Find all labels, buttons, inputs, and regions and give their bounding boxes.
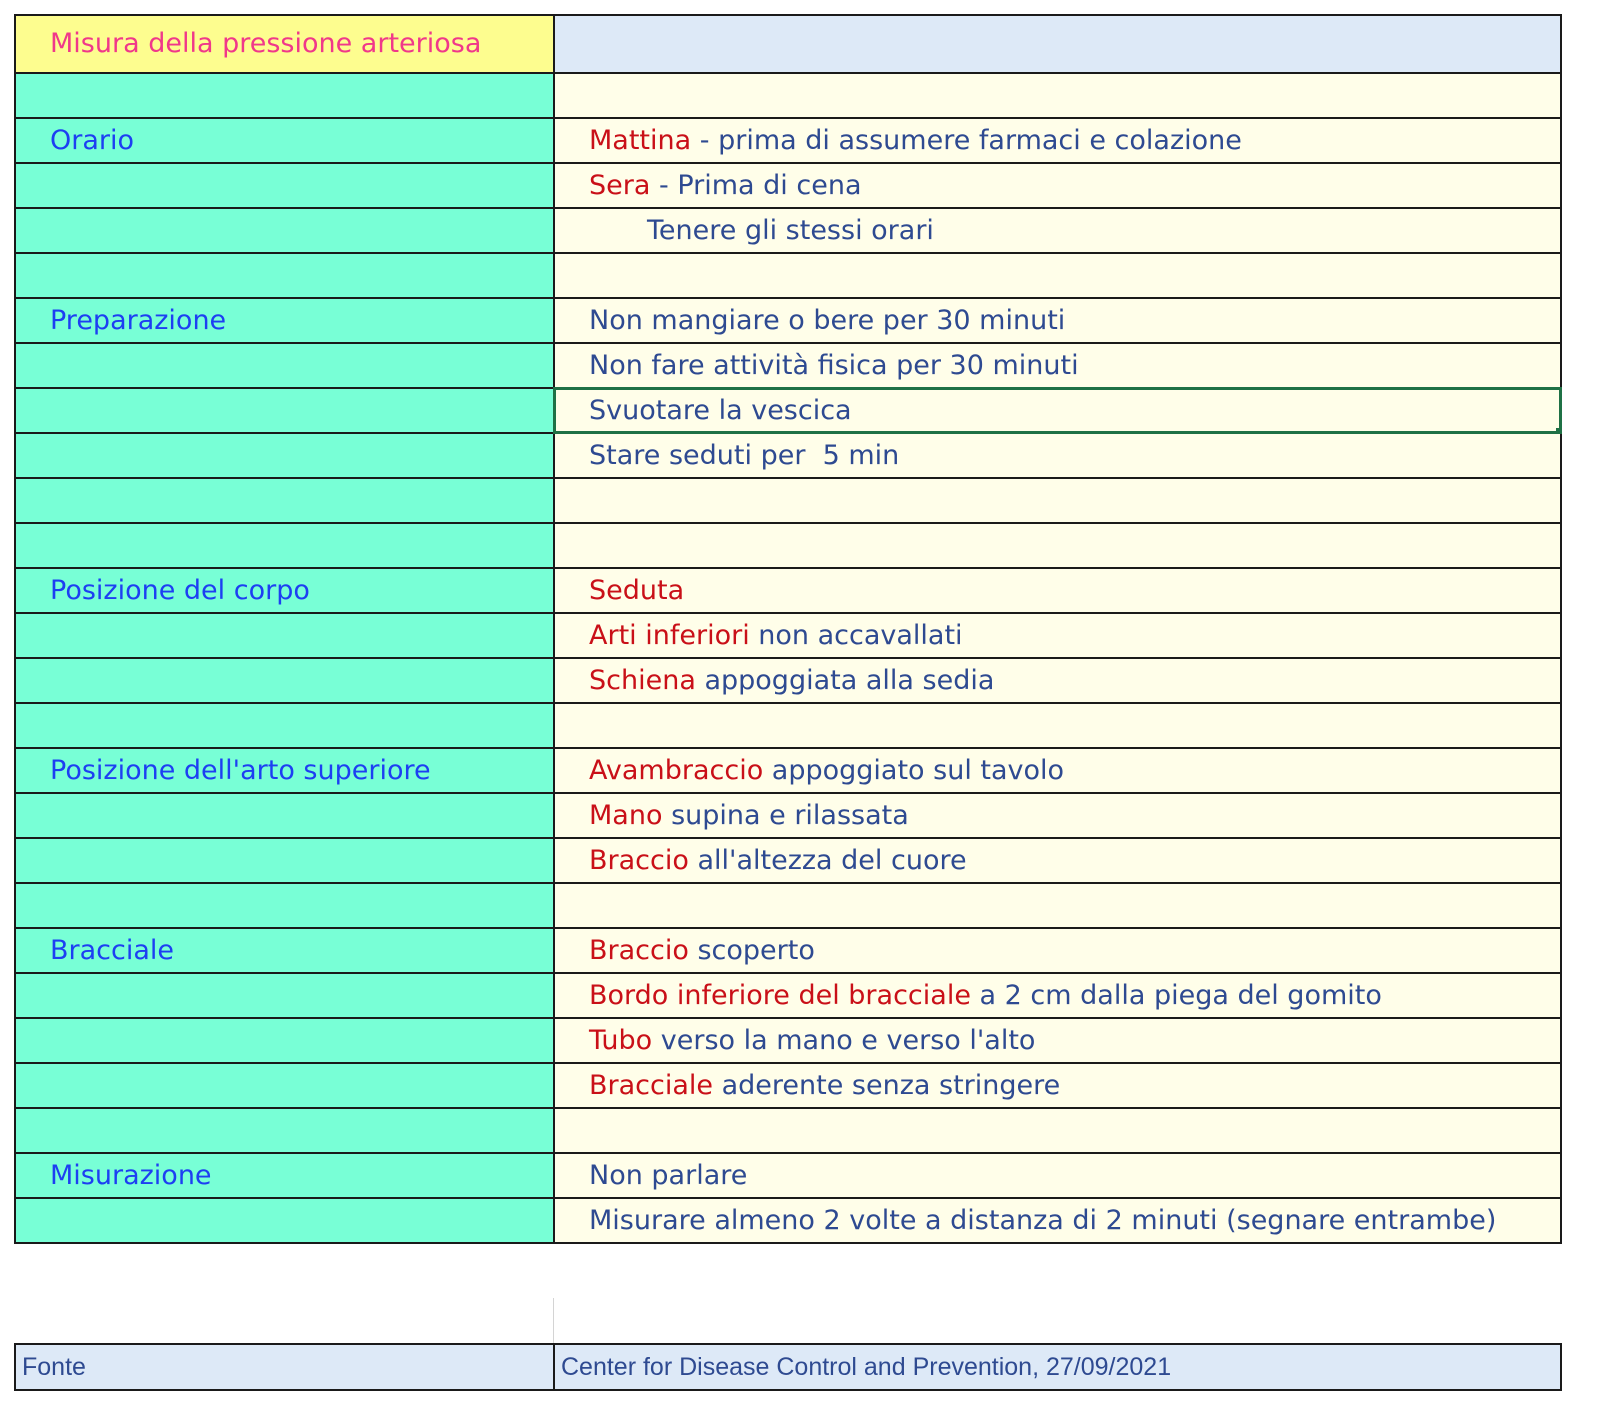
keyword-text: Schiena <box>589 665 696 696</box>
instruction-cell[interactable] <box>554 928 1561 973</box>
table-row <box>15 343 1561 388</box>
instruction-cell[interactable] <box>554 343 1561 388</box>
keyword-text: Bordo inferiore del bracciale <box>589 980 971 1011</box>
category-cell[interactable]: Posizione del corpo <box>15 568 554 613</box>
source-value-cell[interactable]: Center for Disease Control and Prevention, 27/09/2021 <box>554 1344 1561 1390</box>
empty-category-cell[interactable] <box>15 73 554 118</box>
instruction-cell[interactable] <box>554 208 1561 253</box>
table-row <box>15 613 1561 658</box>
keyword-text: Avambraccio <box>589 755 764 786</box>
instruction-text: Non fare attività fisica per 30 minuti <box>589 350 1079 381</box>
empty-instruction-cell[interactable] <box>554 883 1561 928</box>
empty-category-cell[interactable] <box>15 388 554 433</box>
selected-instruction-cell[interactable] <box>554 388 1561 433</box>
table-row <box>15 658 1561 703</box>
fill-handle[interactable] <box>1556 428 1561 433</box>
empty-category-cell[interactable] <box>15 343 554 388</box>
instruction-text: appoggiato sul tavolo <box>763 755 1065 786</box>
table-row <box>15 208 1561 253</box>
instruction-cell[interactable] <box>554 163 1561 208</box>
empty-instruction-cell[interactable] <box>554 253 1561 298</box>
empty-category-cell[interactable] <box>15 973 554 1018</box>
table-row <box>15 1198 1561 1243</box>
empty-category-cell[interactable] <box>15 1108 554 1153</box>
instruction-text: Stare seduti per 5 min <box>589 440 900 471</box>
instruction-cell[interactable] <box>554 748 1561 793</box>
empty-category-cell[interactable] <box>15 1198 554 1243</box>
table-row <box>15 838 1561 883</box>
keyword-text: Tubo <box>589 1025 653 1056</box>
table-row <box>15 1018 1561 1063</box>
keyword-text: Mattina <box>589 125 692 156</box>
empty-category-cell[interactable] <box>15 703 554 748</box>
instruction-cell[interactable] <box>554 1153 1561 1198</box>
category-cell[interactable]: Misurazione <box>15 1153 554 1198</box>
table-row <box>15 703 1561 748</box>
instruction-cell[interactable] <box>554 613 1561 658</box>
empty-category-cell[interactable] <box>15 658 554 703</box>
table-row <box>15 253 1561 298</box>
table-row <box>15 478 1561 523</box>
table-row <box>15 118 1561 163</box>
source-label-cell[interactable]: Fonte <box>15 1344 554 1390</box>
sheet-body <box>15 15 1561 1243</box>
category-cell[interactable]: Posizione dell'arto superiore <box>15 748 554 793</box>
empty-category-cell[interactable] <box>15 1063 554 1108</box>
empty-category-cell[interactable] <box>15 613 554 658</box>
source-row <box>15 1344 1561 1390</box>
gridline-gap <box>553 1298 554 1344</box>
instruction-cell[interactable] <box>554 568 1561 613</box>
empty-category-cell[interactable] <box>15 253 554 298</box>
category-cell[interactable]: Preparazione <box>15 298 554 343</box>
keyword-text: Braccio <box>589 845 689 876</box>
category-cell[interactable]: Bracciale <box>15 928 554 973</box>
empty-category-cell[interactable] <box>15 433 554 478</box>
instruction-text: - prima di assumere farmaci e colazione <box>691 125 1242 156</box>
empty-instruction-cell[interactable] <box>554 523 1561 568</box>
category-cell[interactable]: Orario <box>15 118 554 163</box>
instruction-cell[interactable] <box>554 1198 1561 1243</box>
table-row <box>15 793 1561 838</box>
instruction-cell[interactable] <box>554 1063 1561 1108</box>
empty-category-cell[interactable] <box>15 838 554 883</box>
table-row <box>15 883 1561 928</box>
instruction-cell[interactable] <box>554 793 1561 838</box>
instruction-text: Non mangiare o bere per 30 minuti <box>589 305 1066 336</box>
table-row <box>15 433 1561 478</box>
instruction-text: a 2 cm dalla piega del gomito <box>970 980 1382 1011</box>
empty-category-cell[interactable] <box>15 208 554 253</box>
table-row <box>15 1108 1561 1153</box>
source-table <box>14 1343 1562 1391</box>
empty-category-cell[interactable] <box>15 163 554 208</box>
keyword-text: Sera <box>589 170 651 201</box>
instruction-text: Misurare almeno 2 volte a distanza di 2 minuti (segnare entrambe) <box>589 1205 1497 1236</box>
instruction-text: appoggiata alla sedia <box>695 665 995 696</box>
instruction-text: Non parlare <box>589 1160 748 1191</box>
header-row <box>15 15 1561 73</box>
table-row <box>15 73 1561 118</box>
instruction-text: Tenere gli stessi orari <box>647 215 934 246</box>
sheet-title[interactable]: Misura della pressione arteriosa <box>15 15 554 73</box>
empty-instruction-cell[interactable] <box>554 73 1561 118</box>
blood-pressure-sheet <box>14 14 1562 1244</box>
empty-instruction-cell[interactable] <box>554 1108 1561 1153</box>
empty-category-cell[interactable] <box>15 478 554 523</box>
instruction-text: aderente senza stringere <box>713 1070 1061 1101</box>
empty-category-cell[interactable] <box>15 1018 554 1063</box>
instruction-cell[interactable] <box>554 118 1561 163</box>
instruction-text: Svuotare la vescica <box>589 395 852 426</box>
empty-category-cell[interactable] <box>15 523 554 568</box>
table-row <box>15 1063 1561 1108</box>
instruction-text: - Prima di cena <box>650 170 862 201</box>
instruction-cell[interactable] <box>554 973 1561 1018</box>
instruction-cell[interactable] <box>554 838 1561 883</box>
table-row <box>15 163 1561 208</box>
empty-instruction-cell[interactable] <box>554 703 1561 748</box>
instruction-text: non accavallati <box>749 620 963 651</box>
keyword-text: Arti inferiori <box>589 620 750 651</box>
table-row <box>15 568 1561 613</box>
header-empty-cell[interactable] <box>554 15 1561 73</box>
keyword-text: Bracciale <box>589 1070 714 1101</box>
table-row <box>15 1153 1561 1198</box>
empty-category-cell[interactable] <box>15 883 554 928</box>
table-row <box>15 748 1561 793</box>
table-row <box>15 298 1561 343</box>
instruction-cell[interactable] <box>554 298 1561 343</box>
instruction-text: scoperto <box>688 935 815 966</box>
instruction-cell[interactable] <box>554 433 1561 478</box>
table-row <box>15 523 1561 568</box>
keyword-text: Seduta <box>589 575 685 606</box>
table-row <box>15 928 1561 973</box>
keyword-text: Mano <box>589 800 663 831</box>
empty-category-cell[interactable] <box>15 793 554 838</box>
instruction-text: verso la mano e verso l'alto <box>652 1025 1036 1056</box>
instruction-text: all'altezza del cuore <box>688 845 967 876</box>
table-row <box>15 973 1561 1018</box>
instruction-text: supina e rilassata <box>662 800 909 831</box>
table-row <box>15 388 1561 433</box>
empty-instruction-cell[interactable] <box>554 478 1561 523</box>
keyword-text: Braccio <box>589 935 689 966</box>
instruction-cell[interactable] <box>554 1018 1561 1063</box>
instruction-cell[interactable] <box>554 658 1561 703</box>
